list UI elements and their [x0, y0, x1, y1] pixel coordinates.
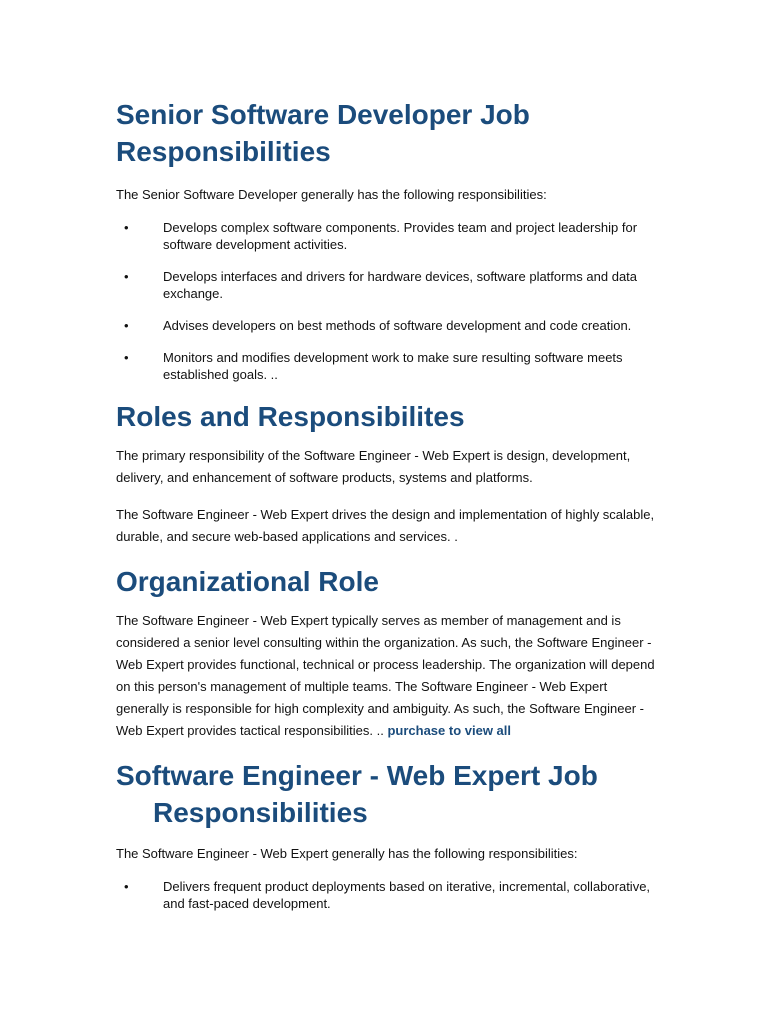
list-item: • Develops complex software components. Provides team and project leadership for software development activities. [124, 220, 638, 252]
section-heading-web-expert: Software Engineer - Web Expert Job Responsibilities [116, 760, 598, 828]
list-item: • Monitors and modifies development work to make sure resulting software meets established goals. .. [124, 350, 623, 382]
bullet-icon: • [124, 269, 129, 284]
web-expert-responsibilities-list [116, 878, 656, 912]
section-heading-senior-developer: Senior Software Developer Job Responsibilities [116, 99, 530, 167]
bullet-icon: • [124, 318, 129, 333]
list-item: • Develops interfaces and drivers for hardware devices, software platforms and data exchange. [124, 269, 638, 301]
bullet-icon: • [124, 220, 129, 235]
roles-paragraph-2: The Software Engineer - Web Expert drives the design and implementation of highly scalable, durable, and secure web-based applications and services. . [116, 507, 655, 544]
bullet-icon: • [124, 350, 129, 365]
senior-developer-intro: The Senior Software Developer generally has the following responsibilities: [116, 187, 547, 202]
section-heading-organizational-role: Organizational Role [116, 566, 379, 597]
web-expert-intro: The Software Engineer - Web Expert generally has the following responsibilities: [116, 846, 578, 861]
purchase-link[interactable]: purchase to view all [387, 723, 511, 738]
senior-developer-responsibilities-list [116, 219, 656, 383]
roles-paragraph-1: The primary responsibility of the Software Engineer - Web Expert is design, development, delivery, and enhancement of software products, systems and platforms. [116, 448, 631, 485]
document-page [116, 96, 656, 912]
list-item: • Delivers frequent product deployments based on iterative, incremental, collaborative, and fast-paced development. [124, 879, 651, 911]
bullet-icon: • [124, 879, 129, 894]
list-item: • Advises developers on best methods of software development and code creation. [124, 318, 632, 333]
organizational-role-paragraph: The Software Engineer - Web Expert typically serves as member of management and is considered a senior level consulting within the organization. As such, the Software Engineer - Web Expert provides functional, technical or process leadership. The organization will depend on this person's management of multiple teams. The Software Engineer - Web Expert generally is responsible for high complexity and ambiguity. As such, the Software Engineer - Web Expert provides tactical responsibilities. .. purchase to view all [116, 613, 655, 738]
section-heading-roles: Roles and Responsibilites [116, 401, 465, 432]
